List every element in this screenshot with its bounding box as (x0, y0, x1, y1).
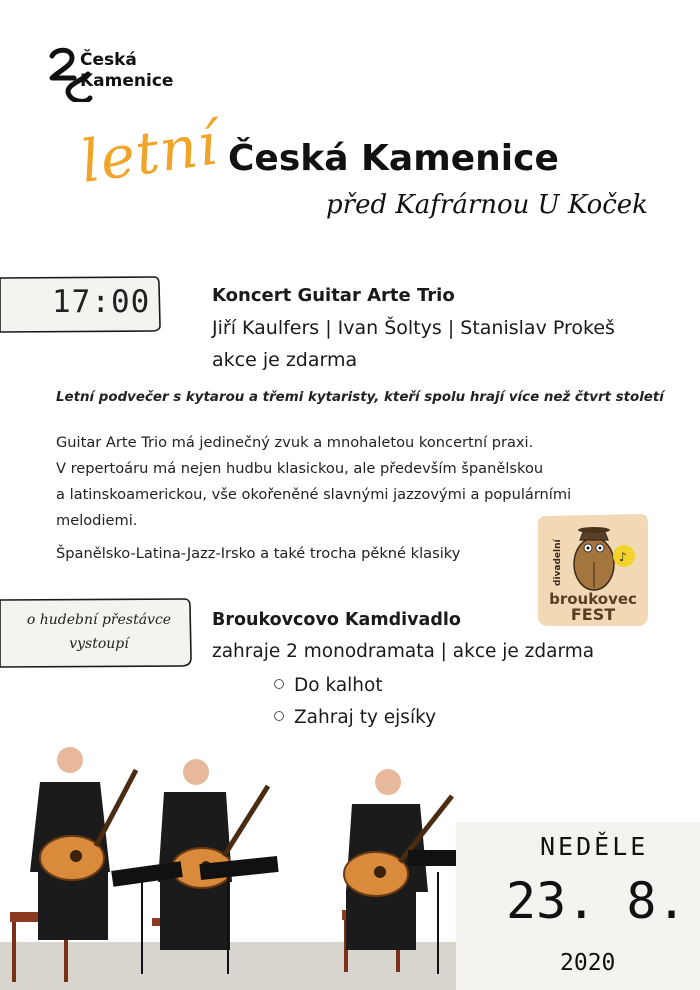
svg-text:♪: ♪ (619, 550, 627, 564)
description-line: a latinskoamerickou, vše okořeněné slavnými jazzovými a populárními (56, 486, 572, 503)
logo-line-1: Česká (80, 50, 137, 70)
pause-line-1: o hudební přestávce (26, 612, 172, 628)
logo-line-2: Kamenice (80, 71, 174, 91)
list-item (274, 702, 436, 734)
bullet-icon (274, 679, 284, 689)
badge-small-text: divadelní (553, 539, 563, 586)
genre-line: Španělsko-Latina-Jazz-Irsko a také trocha pěkné klasiky (56, 545, 461, 562)
concert-title: Koncert Guitar Arte Trio (212, 285, 455, 306)
event-year: 2020 (560, 950, 616, 976)
concert-info (212, 280, 615, 376)
concert-description (56, 430, 571, 534)
play-name: Do kalhot (294, 675, 383, 696)
concert-tagline: Letní podvečer s kytarou a třemi kytaristy, kteří spolu hrají více než čtvrt století (56, 390, 664, 405)
logo-wordmark (80, 50, 173, 92)
concert-entry: akce je zdarma (212, 349, 358, 371)
theatre-subtitle: zahraje 2 monodramata | akce je zdarma (212, 641, 595, 662)
theatre-title: Broukovcovo Kamdivadlo (212, 610, 461, 630)
badge-line-2: FEST (570, 605, 616, 624)
title-accent-word: letní (76, 109, 222, 196)
event-date: 23. 8. (506, 872, 687, 930)
plays-list (274, 670, 436, 734)
description-line: melodiemi. (56, 512, 138, 529)
description-line: Guitar Arte Trio má jedinečný zvuk a mnohaletou koncertní praxi. (56, 434, 534, 451)
play-name: Zahraj ty ejsíky (294, 707, 437, 728)
list-item (274, 670, 436, 702)
badge-line-1: broukovec (549, 590, 637, 608)
pause-text (14, 608, 184, 656)
theatre-info (212, 604, 594, 668)
guitar-trio-photo (0, 742, 456, 990)
event-weekday: NEDĚLE (540, 832, 649, 861)
pause-line-2: vystoupí (69, 636, 129, 652)
page-title: Česká Kamenice (228, 138, 559, 179)
concert-performers: Jiří Kaulfers | Ivan Šoltys | Stanislav Prokeš (212, 317, 615, 339)
page-subtitle: před Kafrárnou U Koček (326, 190, 648, 220)
bullet-icon (274, 711, 284, 721)
concert-time: 17:00 (52, 284, 151, 320)
description-line: V repertoáru má nejen hudbu klasickou, ale především španělskou (56, 460, 544, 477)
